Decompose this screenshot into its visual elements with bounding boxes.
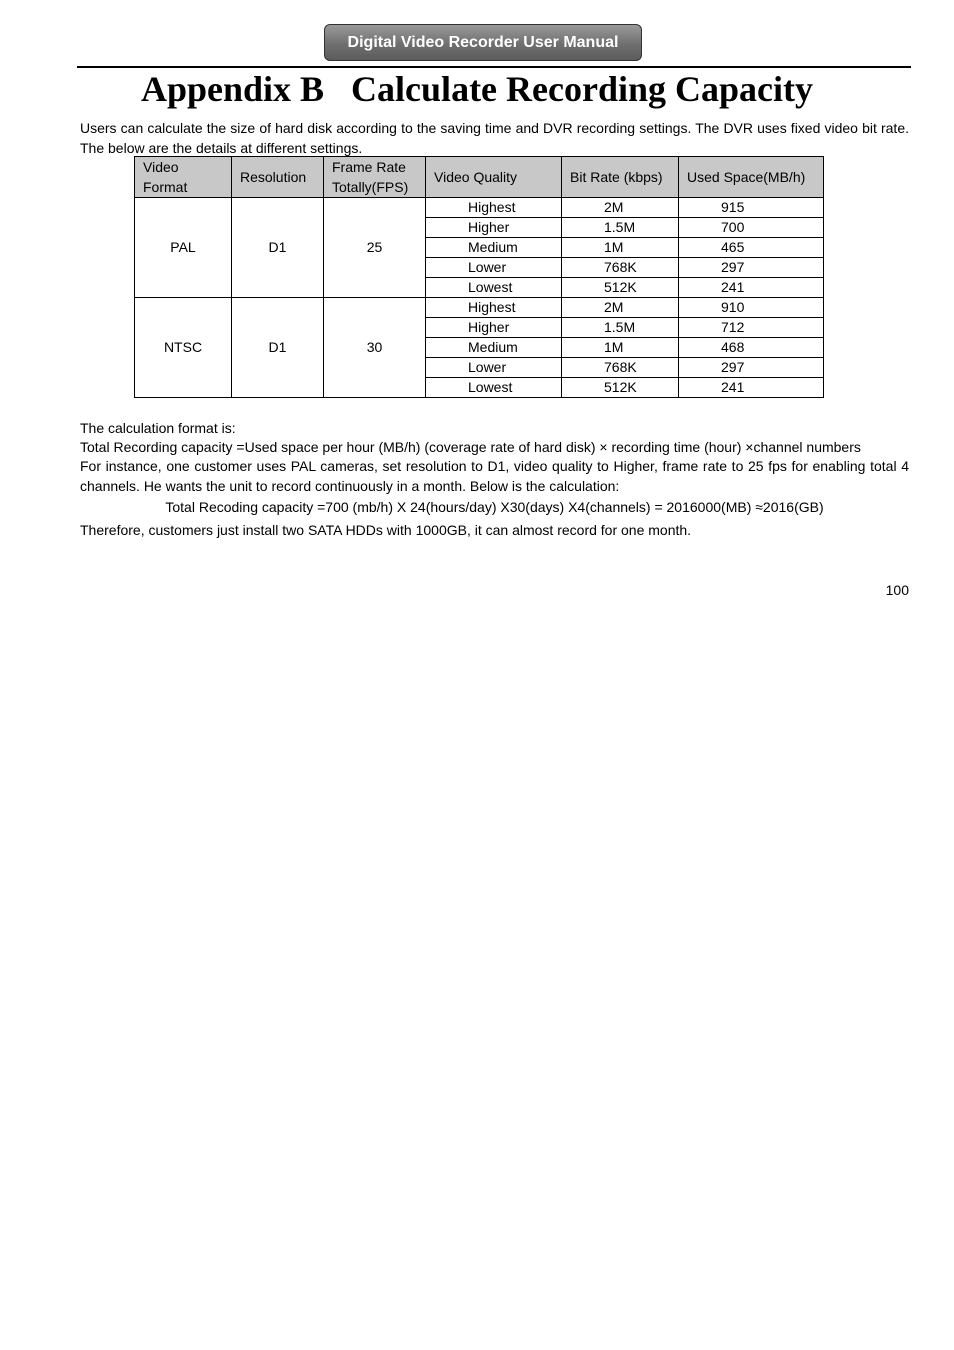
cell-space: 712 xyxy=(679,318,824,338)
cell-fps: 30 xyxy=(324,298,426,398)
cell-space: 700 xyxy=(679,218,824,238)
cell-resolution: D1 xyxy=(232,298,324,398)
cell-quality: Lower xyxy=(426,258,562,278)
cell-space: 297 xyxy=(679,358,824,378)
cell-bitrate: 1M xyxy=(562,238,679,258)
cell-quality: Highest xyxy=(426,298,562,318)
cell-space: 468 xyxy=(679,338,824,358)
calc-example: For instance, one customer uses PAL cameras, set resolution to D1, video quality to Higher, frame rate to 25 fps for enabling total 4 channels. He wants the unit to record continuously in a month. Below is the calculation: xyxy=(80,458,909,494)
cell-bitrate: 512K xyxy=(562,278,679,298)
page-title: Appendix B Calculate Recording Capacity xyxy=(140,69,813,109)
cell-space: 241 xyxy=(679,278,824,298)
cell-resolution: D1 xyxy=(232,198,324,298)
cell-bitrate: 1.5M xyxy=(562,218,679,238)
header-used-space: Used Space(MB/h) xyxy=(679,157,824,198)
calc-result: Total Recoding capacity =700 (mb/h) X 24(hours/day) X30(days) X4(channels) = 2016000(MB) ≈2016(GB) xyxy=(165,499,824,515)
cell-fps: 25 xyxy=(324,198,426,298)
header-video-quality: Video Quality xyxy=(426,157,562,198)
cell-format: NTSC xyxy=(135,298,232,398)
header-frame-rate: Frame Rate Totally(FPS) xyxy=(324,157,426,198)
intro-paragraph: Users can calculate the size of hard disk according to the saving time and DVR recording settings. The DVR uses fixed video bit rate. The below are the details at different settings. xyxy=(80,120,909,156)
cell-bitrate: 768K xyxy=(562,258,679,278)
cell-quality: Higher xyxy=(426,218,562,238)
cell-space: 297 xyxy=(679,258,824,278)
cell-bitrate: 2M xyxy=(562,298,679,318)
cell-quality: Lowest xyxy=(426,378,562,398)
table-header-row xyxy=(135,157,824,198)
cell-space: 241 xyxy=(679,378,824,398)
table-row xyxy=(135,198,824,218)
cell-bitrate: 512K xyxy=(562,378,679,398)
page-number: 100 xyxy=(885,582,909,598)
cell-bitrate: 768K xyxy=(562,358,679,378)
header-resolution: Resolution xyxy=(232,157,324,198)
conclusion: Therefore, customers just install two SATA HDDs with 1000GB, it can almost record for one month. xyxy=(80,522,692,538)
cell-bitrate: 2M xyxy=(562,198,679,218)
cell-format: PAL xyxy=(135,198,232,298)
cell-quality: Lower xyxy=(426,358,562,378)
cell-space: 910 xyxy=(679,298,824,318)
calc-heading: The calculation format is: xyxy=(80,420,236,436)
cell-quality: Higher xyxy=(426,318,562,338)
header-video-format: Video Format xyxy=(135,157,232,198)
table-row xyxy=(135,298,824,318)
recording-capacity-table xyxy=(134,156,824,398)
cell-space: 915 xyxy=(679,198,824,218)
calc-formula: Total Recording capacity =Used space per hour (MB/h) (coverage rate of hard disk) × recording time (hour) ×channel numbers xyxy=(80,439,861,455)
cell-quality: Highest xyxy=(426,198,562,218)
cell-quality: Medium xyxy=(426,238,562,258)
cell-quality: Lowest xyxy=(426,278,562,298)
header-badge: Digital Video Recorder User Manual xyxy=(324,24,642,61)
header-bit-rate: Bit Rate (kbps) xyxy=(562,157,679,198)
cell-quality: Medium xyxy=(426,338,562,358)
cell-space: 465 xyxy=(679,238,824,258)
cell-bitrate: 1M xyxy=(562,338,679,358)
cell-bitrate: 1.5M xyxy=(562,318,679,338)
